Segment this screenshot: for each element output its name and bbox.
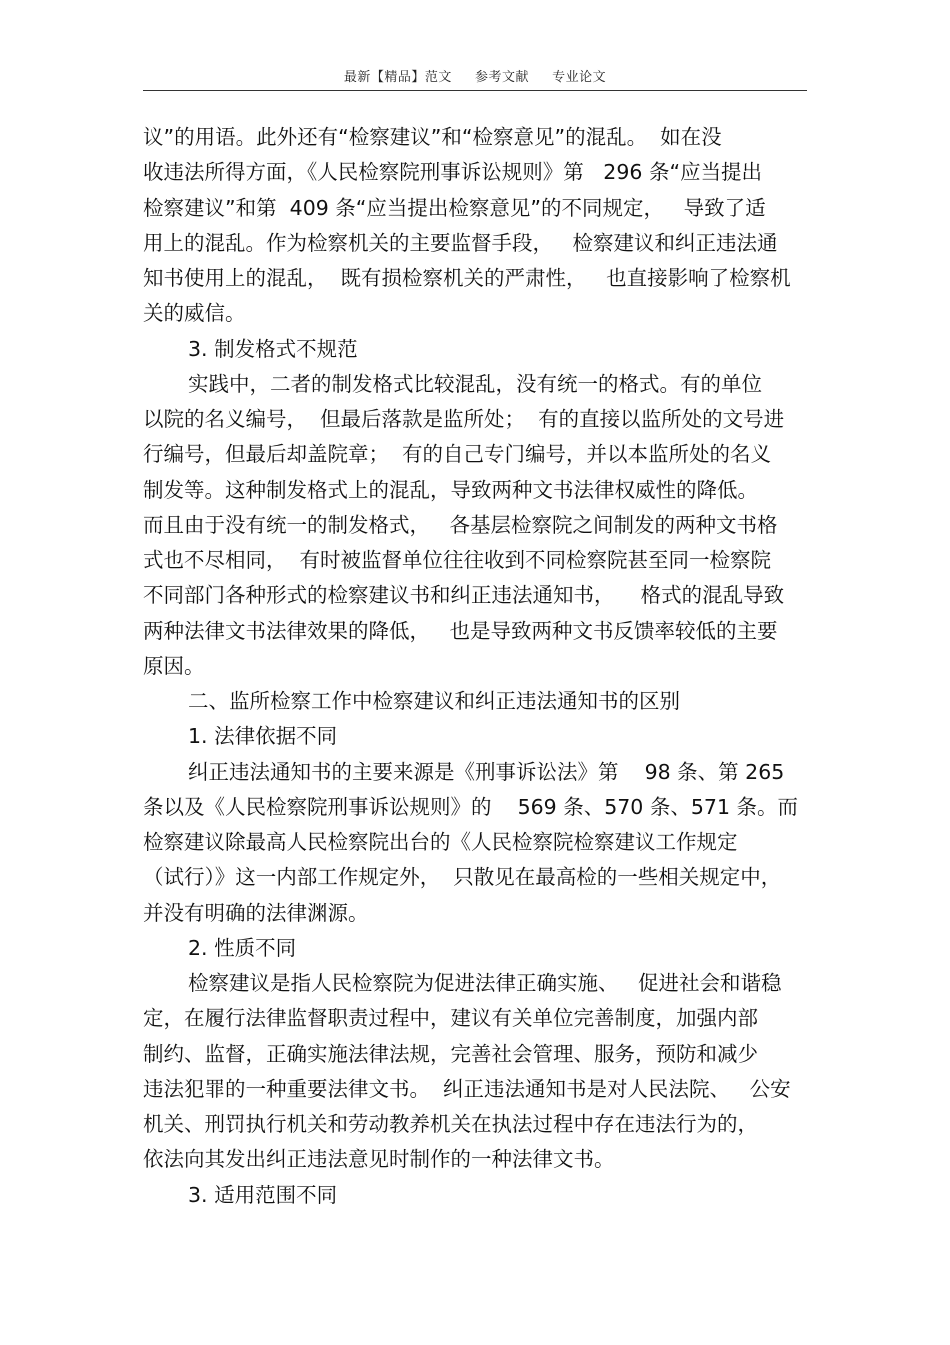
text-line: 条以及《人民检察院刑事诉讼规则》的 569 条、570 条、571 条。而 xyxy=(143,795,798,819)
text-line: 违法犯罪的一种重要法律文书。 纠正违法通知书是对人民法院、 公安 xyxy=(143,1077,791,1101)
text-line: 两种法律文书法律效果的降低， 也是导致两种文书反馈率较低的主要 xyxy=(143,619,778,643)
text-line: 行编号，但最后却盖院章； 有的自己专门编号，并以本监所处的名义 xyxy=(143,442,772,466)
text-line: 并没有明确的法律渊源。 xyxy=(143,901,369,925)
text-line: 制发等。这种制发格式上的混乱，导致两种文书法律权威性的降低。 xyxy=(143,478,758,502)
text-line: （试行）》这一内部工作规定外， 只散见在最高检的一些相关规定中， xyxy=(143,865,782,889)
text-line: 议”的用语。此外还有“检察建议”和“检察意见”的混乱。 如在没 xyxy=(143,125,722,149)
text-line: 原因。 xyxy=(143,654,205,678)
section-heading: 2. 性质不同 xyxy=(188,936,297,960)
text-line: 不同部门各种形式的检察建议书和纠正违法通知书， 格式的混乱导致 xyxy=(143,583,785,607)
header-divider xyxy=(143,90,807,91)
text-line: 以院的名义编号， 但最后落款是监所处； 有的直接以监所处的文号进 xyxy=(143,407,785,431)
text-line: 收违法所得方面，《人民检察院刑事诉讼规则》第 296 条“应当提出 xyxy=(143,160,763,184)
text-line: 纠正违法通知书的主要来源是《刑事诉讼法》第 98 条、第 265 xyxy=(188,760,785,784)
text-line: 而且由于没有统一的制发格式， 各基层检察院之间制发的两种文书格 xyxy=(143,513,778,537)
text-line: 机关、刑罚执行机关和劳动教养机关在执法过程中存在违法行为的， xyxy=(143,1112,758,1136)
text-line: 检察建议除最高人民检察院出台的《人民检察院检察建议工作规定 xyxy=(143,830,738,854)
text-line: 制约、监督，正确实施法律法规，完善社会管理、服务，预防和减少 xyxy=(143,1042,758,1066)
text-line: 检察建议是指人民检察院为促进法律正确实施、 促进社会和谐稳 xyxy=(188,971,782,995)
text-line: 知书使用上的混乱， 既有损检察机关的严肃性， 也直接影响了检察机 xyxy=(143,266,791,290)
text-line: 检察建议”和第 409 条“应当提出检察意见”的不同规定， 导致了适 xyxy=(143,196,766,220)
section-heading: 3. 制发格式不规范 xyxy=(188,337,358,361)
text-line: 实践中，二者的制发格式比较混乱，没有统一的格式。有的单位 xyxy=(188,372,762,396)
page-header: 最新【精品】范文 参考文献 专业论文 xyxy=(343,70,607,85)
text-line: 关的威信。 xyxy=(143,301,246,325)
text-line: 用上的混乱。作为检察机关的主要监督手段， 检察建议和纠正违法通 xyxy=(143,231,778,255)
section-heading: 1. 法律依据不同 xyxy=(188,724,338,748)
text-line: 定，在履行法律监督职责过程中，建议有关单位完善制度，加强内部 xyxy=(143,1006,758,1030)
section-heading: 3. 适用范围不同 xyxy=(188,1183,338,1207)
section-heading: 二、监所检察工作中检察建议和纠正违法通知书的区别 xyxy=(188,689,680,713)
text-line: 依法向其发出纠正违法意见时制作的一种法律文书。 xyxy=(143,1147,615,1171)
text-line: 式也不尽相同， 有时被监督单位往往收到不同检察院甚至同一检察院 xyxy=(143,548,772,572)
